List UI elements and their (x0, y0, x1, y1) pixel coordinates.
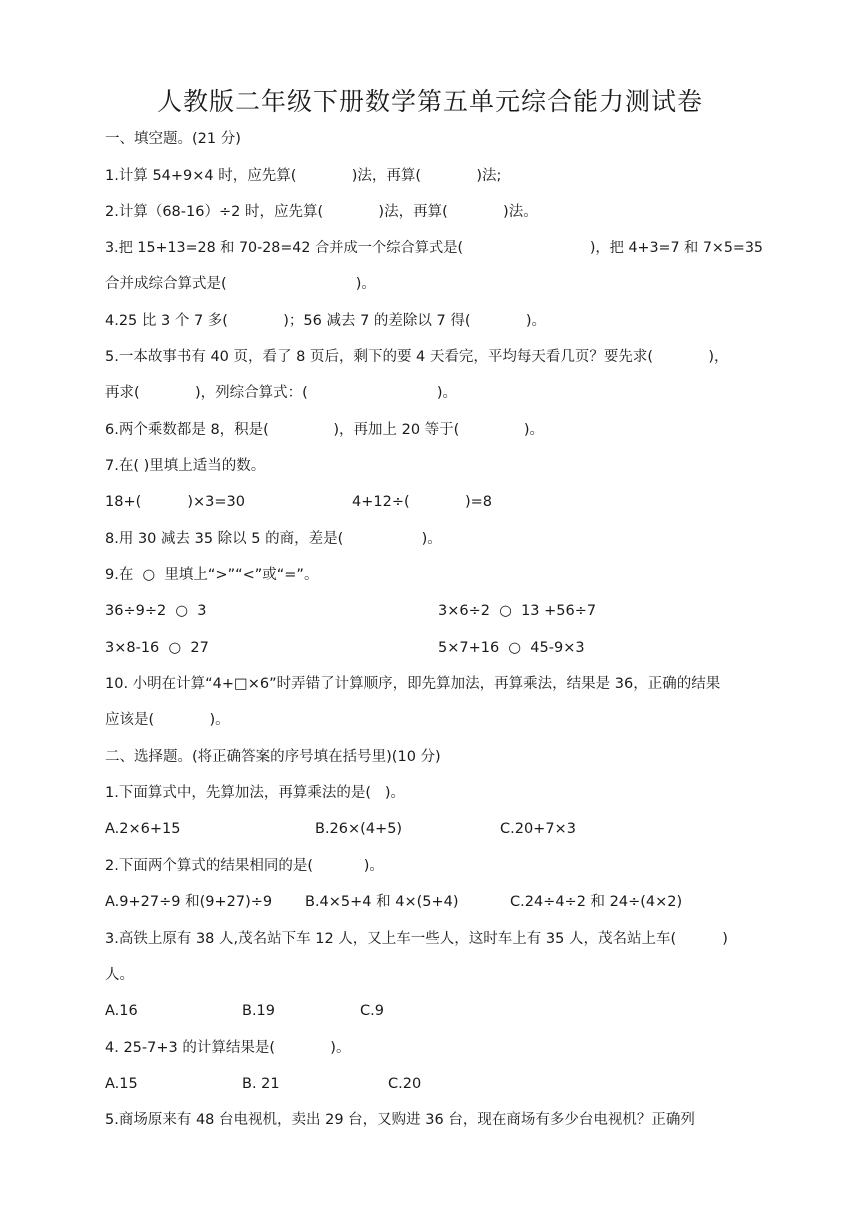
question-1-7: 7.在( )里填上适当的数。 (105, 458, 266, 474)
question-1-5-line1: 5.一本故事书有 40 页，看了 8 页后，剩下的要 4 天看完，平均每天看几页？要先求( )， (105, 349, 729, 365)
question-1-3-line2: 合并成综合算式是( )。 (105, 276, 376, 292)
question-1-7-a: 18+( )×3=30 (105, 494, 245, 510)
question-2-5-line1: 5.商场原来有 48 台电视机，卖出 29 台，又购进 36 台，现在商场有多少台电视机？正确列 (105, 1112, 695, 1128)
choice-2-4-a: A.15 (105, 1076, 138, 1092)
question-1-7-b: 4+12÷( )=8 (352, 494, 492, 510)
question-1-4: 4.25 比 3 个 7 多( )；56 减去 7 的差除以 7 得( )。 (105, 313, 546, 329)
question-2-2: 2.下面两个算式的结果相同的是( )。 (105, 858, 384, 874)
question-1-9-d: 5×7+16 ○ 45-9×3 (438, 640, 585, 656)
question-1-5-line2: 再求( )，列综合算式：( )。 (105, 385, 457, 401)
question-1-9-b: 3×6÷2 ○ 13 +56÷7 (438, 603, 597, 619)
choice-2-4-c: C.20 (388, 1076, 422, 1092)
choice-2-4-b: B. 21 (242, 1076, 280, 1092)
choice-2-1-c: C.20+7×3 (500, 821, 576, 837)
question-1-9: 9.在 ○ 里填上“>”“<”或“=”。 (105, 567, 319, 583)
question-1-10-line1: 10. 小明在计算“4+□×6”时弄错了计算顺序，即先算加法，再算乘法，结果是 36，正确的结果 (105, 676, 721, 692)
section2-heading: 二、选择题。(将正确答案的序号填在括号里)(10 分) (105, 749, 441, 765)
choice-2-1-a: A.2×6+15 (105, 821, 181, 837)
question-2-1: 1.下面算式中，先算加法，再算乘法的是( )。 (105, 785, 405, 801)
choice-2-2-c: C.24÷4÷2 和 24÷(4×2) (510, 894, 683, 910)
question-2-3-line2: 人。 (105, 967, 134, 983)
question-2-3-line1: 3.高铁上原有 38 人,茂名站下车 12 人，又上车一些人，这时车上有 35 人，茂名站上车( ) (105, 931, 728, 947)
question-1-3-line1: 3.把 15+13=28 和 70-28=42 合并成一个综合算式是( )，把 4+3=7 和 7×5=35 (105, 240, 763, 256)
choice-2-2-a: A.9+27÷9 和(9+27)÷9 (105, 894, 273, 910)
question-1-2: 2.计算（68-16）÷2 时，应先算( )法，再算( )法。 (105, 204, 538, 220)
question-2-4: 4. 25-7+3 的计算结果是( )。 (105, 1040, 351, 1056)
question-1-10-line2: 应该是( )。 (105, 712, 230, 728)
page-title: 人教版二年级下册数学第五单元综合能力测试卷 (156, 87, 703, 116)
choice-2-3-b: B.19 (242, 1003, 276, 1019)
section1-heading: 一、填空题。(21 分) (105, 131, 241, 147)
question-1-9-a: 36÷9÷2 ○ 3 (105, 603, 207, 619)
question-1-9-c: 3×8-16 ○ 27 (105, 640, 209, 656)
choice-2-3-a: A.16 (105, 1003, 138, 1019)
choice-2-2-b: B.4×5+4 和 4×(5+4) (305, 894, 459, 910)
question-1-6: 6.两个乘数都是 8，积是( )，再加上 20 等于( )。 (105, 422, 545, 438)
choice-2-3-c: C.9 (360, 1003, 384, 1019)
question-1-1: 1.计算 54+9×4 时，应先算( )法，再算( )法; (105, 168, 502, 184)
question-1-8: 8.用 30 减去 35 除以 5 的商，差是( )。 (105, 531, 442, 547)
choice-2-1-b: B.26×(4+5) (315, 821, 403, 837)
